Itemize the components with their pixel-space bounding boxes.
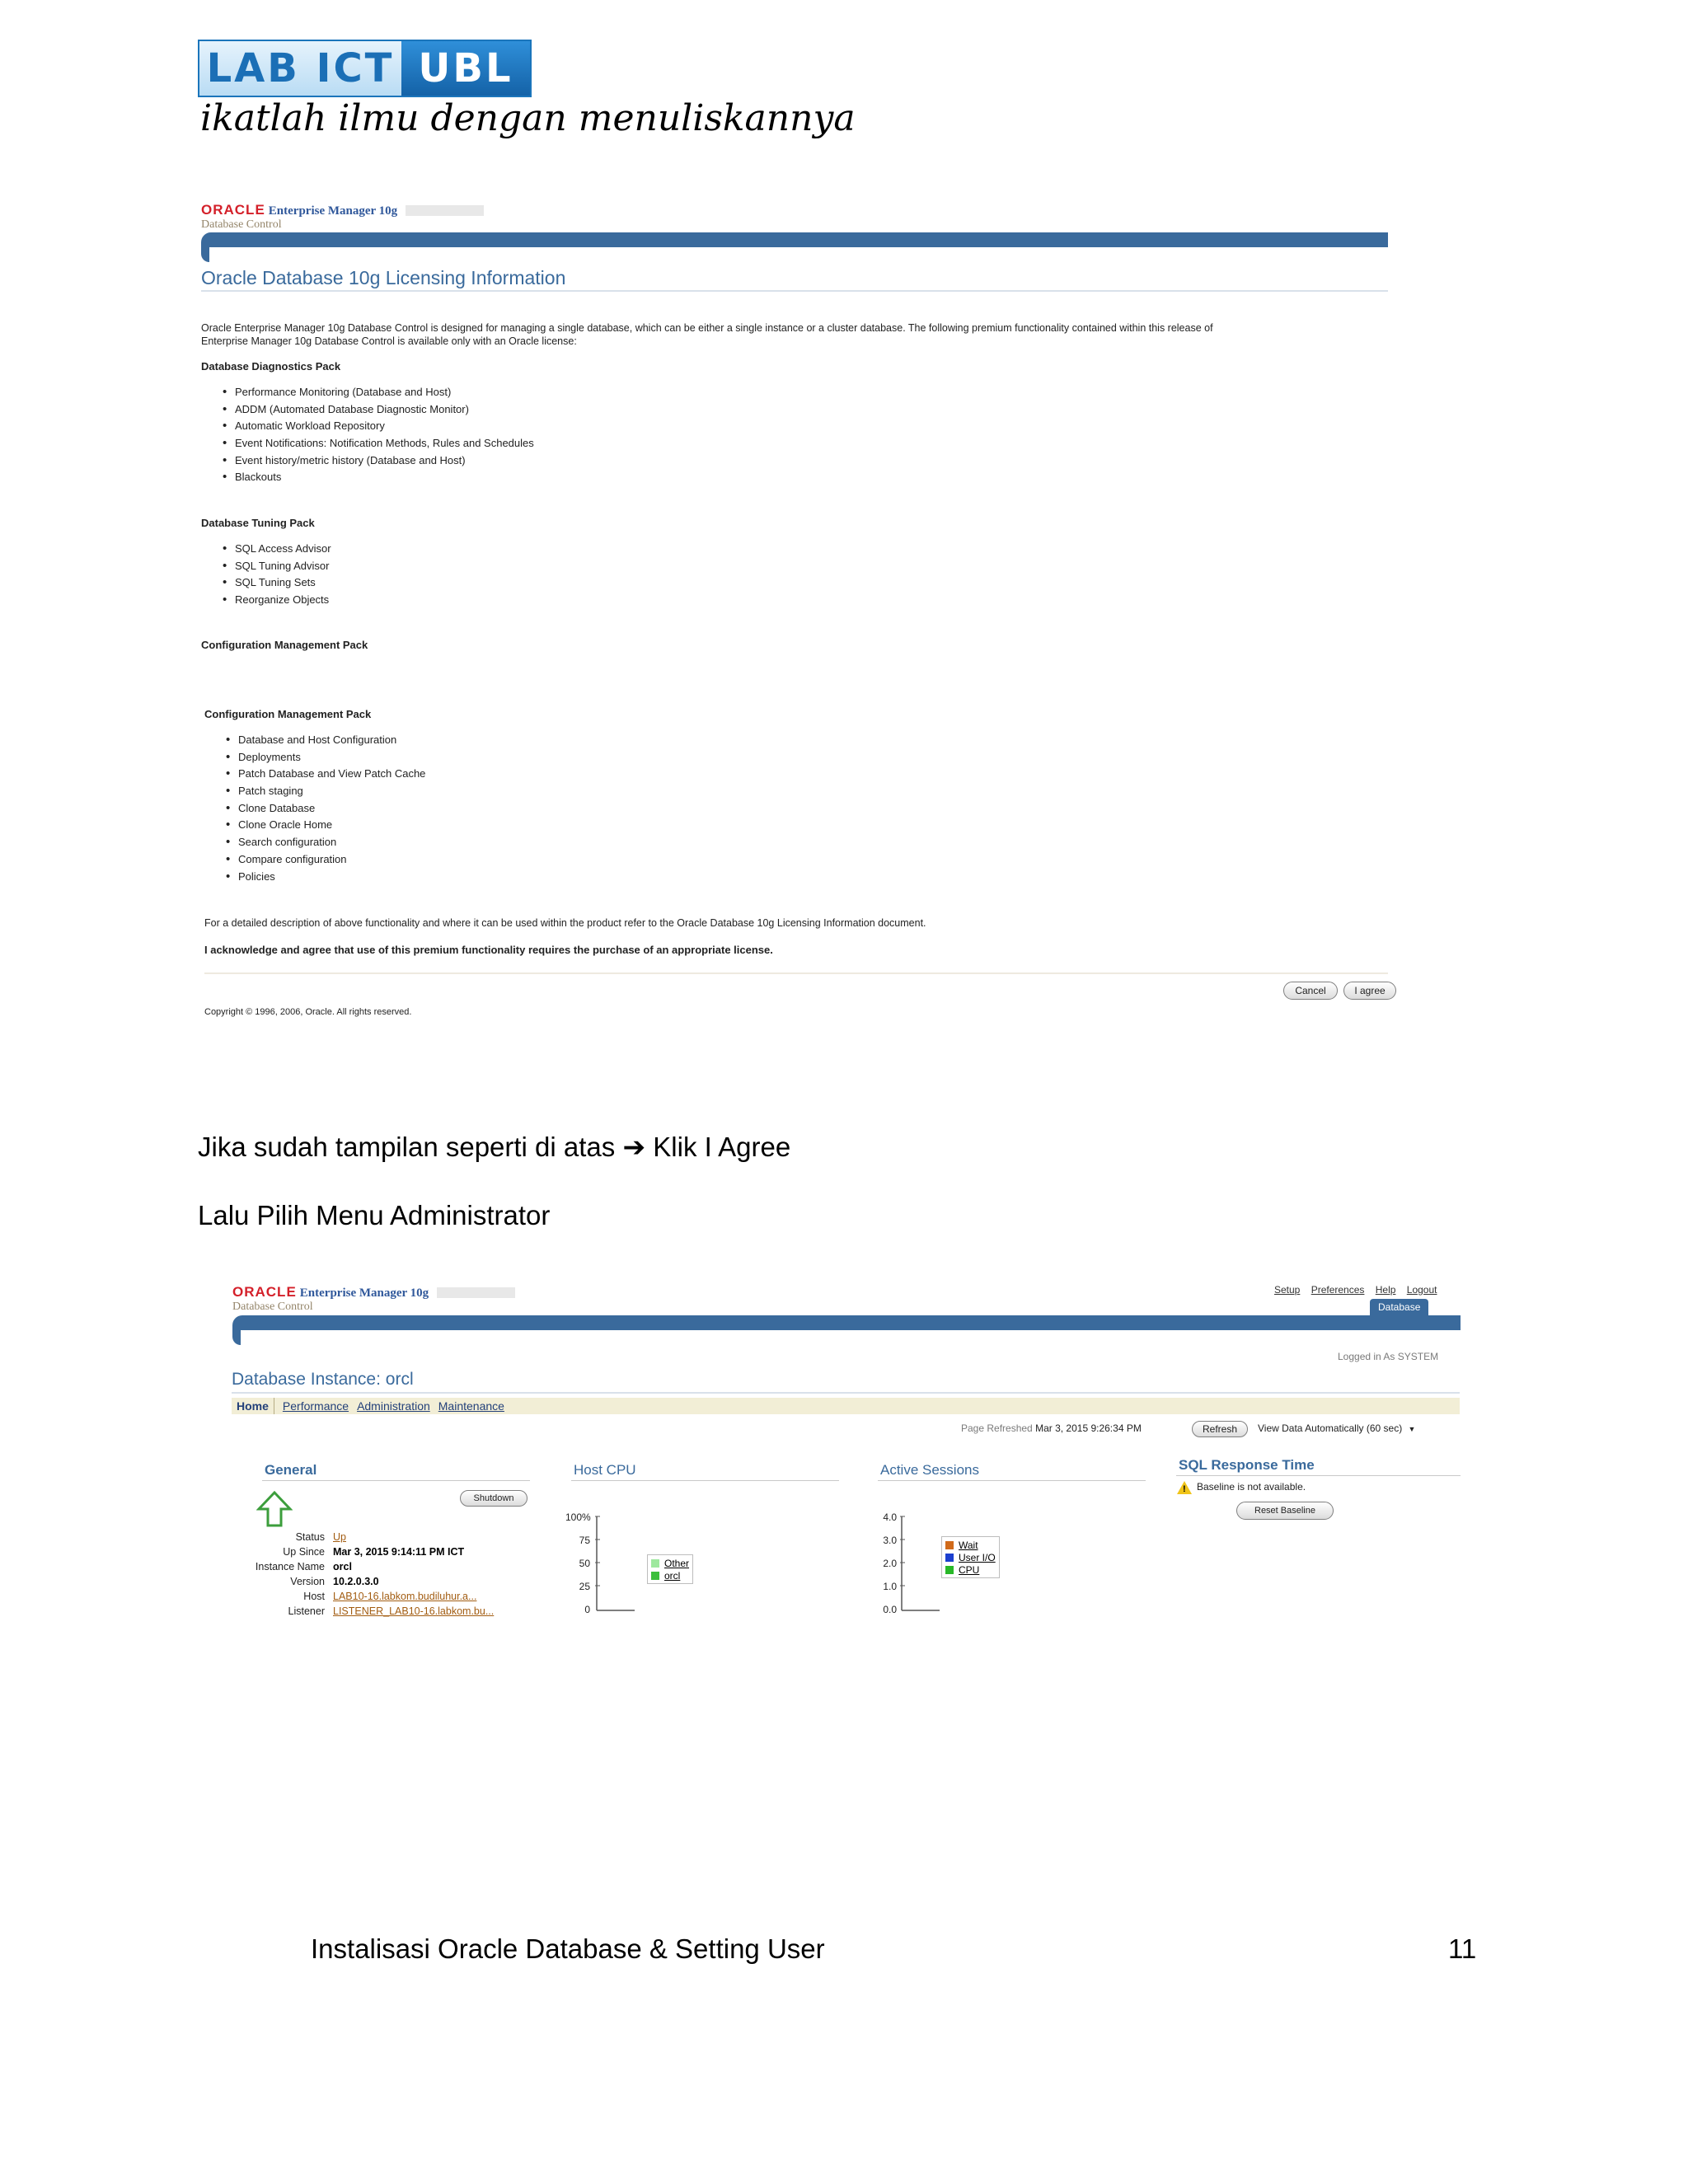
list-item: • Event history/metric history (Database and Host)	[223, 452, 534, 470]
list-item: • Reorganize Objects	[223, 592, 331, 609]
lab-ict-ubl-logo	[198, 40, 532, 97]
legend-item-wait: Wait	[945, 1539, 996, 1551]
instruction-text-before: Jika sudah tampilan seperti di atas	[198, 1132, 616, 1162]
legend-item-other: Other	[651, 1557, 689, 1569]
intro-line-2: Enterprise Manager 10g Database Control is available only with an Oracle license:	[201, 335, 577, 347]
copyright: Copyright © 1996, 2006, Oracle. All rights reserved.	[204, 1007, 412, 1017]
list-item: • Performance Monitoring (Database and Host)	[223, 384, 534, 401]
list-item: • Search configuration	[226, 834, 425, 851]
list-item: • Automatic Workload Repository	[223, 418, 534, 435]
reset-baseline-button[interactable]: Reset Baseline	[1236, 1502, 1334, 1520]
tab-home[interactable]: Home	[232, 1398, 274, 1414]
instruction-text-after: Klik I Agree	[653, 1132, 791, 1162]
global-links	[1266, 1284, 1437, 1296]
tab-maintenance[interactable]: Maintenance	[438, 1399, 504, 1413]
host-cpu-axes	[595, 1515, 636, 1614]
list-item: • Deployments	[226, 749, 425, 766]
host-cpu-legend	[647, 1554, 693, 1584]
list-item: • Patch Database and View Patch Cache	[226, 766, 425, 783]
sessions-tick: 4.0	[883, 1511, 897, 1523]
oracle-brand: ORACLE	[232, 1284, 297, 1300]
database-instance-screenshot	[229, 1279, 1465, 1633]
em-product: Enterprise Manager 10g	[268, 204, 398, 218]
pack-title-config-1: Configuration Management Pack	[201, 639, 368, 651]
setup-link[interactable]: Setup	[1274, 1284, 1301, 1296]
instruction-line-1	[198, 1131, 790, 1163]
cpu-tick: 50	[579, 1558, 590, 1569]
arrow-right-icon: ➔	[622, 1131, 646, 1163]
oracle-em-logo	[232, 1284, 515, 1314]
logo-lab-ict: LAB ICT	[199, 41, 401, 96]
list-item: • Database and Host Configuration	[226, 732, 425, 749]
list-item: • ADDM (Automated Database Diagnostic Monitor)	[223, 401, 534, 419]
list-item: • SQL Tuning Advisor	[223, 558, 331, 575]
warning-icon	[1177, 1481, 1192, 1494]
pack-title-config-2: Configuration Management Pack	[204, 708, 372, 720]
subtabs	[232, 1398, 1460, 1414]
status-value[interactable]: Up	[333, 1531, 346, 1543]
pack-title-tuning: Database Tuning Pack	[201, 517, 315, 529]
host-link[interactable]: LAB10-16.labkom.budiluhur.a...	[333, 1591, 477, 1602]
list-item: • Patch staging	[226, 783, 425, 800]
list-item: • SQL Access Advisor	[223, 541, 331, 558]
intro-line-1: Oracle Enterprise Manager 10g Database Control is designed for managing a single database, which can be either a single instance or a cluster database. The following premium functionality contained within this release of	[201, 322, 1213, 334]
general-details: Status Up Up Since Mar 3, 2015 9:14:11 PM ICT Instance Name orcl Version 10.2.0.3.0 Host LAB10-16.labkom.budiluhur.a... Listener LISTENER_LAB10-16.labkom.bu...	[255, 1531, 495, 1617]
help-link[interactable]: Help	[1375, 1284, 1396, 1296]
up-since-value: Mar 3, 2015 9:14:11 PM ICT	[333, 1546, 465, 1558]
page-title: Oracle Database 10g Licensing Information	[201, 267, 566, 288]
sql-response-title: SQL Response Time	[1179, 1457, 1315, 1473]
preferences-link[interactable]: Preferences	[1311, 1284, 1365, 1296]
instruction-line-2: Lalu Pilih Menu Administrator	[198, 1200, 551, 1230]
tagline: ikatlah ilmu dengan menuliskannya	[200, 97, 856, 139]
cpu-tick: 0	[584, 1604, 590, 1615]
em-product: Enterprise Manager 10g	[299, 1286, 429, 1300]
instance-title: Database Instance: orcl	[232, 1370, 414, 1389]
status-up-arrow-icon	[256, 1490, 293, 1528]
list-item: • Policies	[226, 869, 425, 886]
view-data-select[interactable]	[1258, 1422, 1415, 1436]
shutdown-button[interactable]: Shutdown	[460, 1490, 528, 1507]
cpu-tick: 100%	[565, 1511, 591, 1523]
cpu-tick: 25	[579, 1581, 590, 1592]
listener-link[interactable]: LISTENER_LAB10-16.labkom.bu...	[333, 1605, 495, 1617]
pack-title-diagnostics: Database Diagnostics Pack	[201, 360, 341, 373]
tab-performance[interactable]: Performance	[282, 1399, 349, 1413]
em-header-bar	[232, 1315, 1461, 1330]
tuning-list	[223, 541, 331, 609]
list-item: • Blackouts	[223, 469, 534, 486]
general-title: General	[265, 1462, 317, 1478]
active-sessions-title: Active Sessions	[880, 1462, 979, 1478]
list-item: • Clone Database	[226, 800, 425, 818]
sessions-tick: 0.0	[883, 1604, 897, 1615]
oracle-em-logo	[201, 202, 484, 232]
acknowledge-text: I acknowledge and agree that use of this premium functionality requires the purchase of an appropriate license.	[204, 944, 773, 956]
refresh-time: Mar 3, 2015 9:26:34 PM	[1035, 1422, 1142, 1434]
host-cpu-title: Host CPU	[574, 1462, 636, 1478]
legend-item-orcl: orcl	[651, 1569, 689, 1582]
baseline-note: !Baseline is not available.	[1177, 1480, 1306, 1494]
tab-administration[interactable]: Administration	[357, 1399, 430, 1413]
em-subtitle: Database Control	[201, 218, 282, 231]
detail-note: For a detailed description of above functionality and where it can be used within the product refer to the Oracle Database 10g Licensing Information document.	[204, 917, 926, 929]
list-item: • Clone Oracle Home	[226, 817, 425, 834]
logged-in-as: Logged in As SYSTEM	[1338, 1351, 1439, 1362]
logout-link[interactable]: Logout	[1406, 1284, 1437, 1296]
logo-ubl: UBL	[401, 41, 530, 96]
instance-name-value: orcl	[333, 1561, 352, 1572]
refresh-button[interactable]: Refresh	[1192, 1421, 1248, 1437]
active-sessions-axes	[900, 1515, 941, 1614]
chevron-down-icon: ▼	[1408, 1425, 1416, 1433]
em-header-bar	[201, 232, 1388, 247]
diagnostics-list	[223, 384, 534, 486]
version-value: 10.2.0.3.0	[333, 1576, 379, 1587]
list-item: • SQL Tuning Sets	[223, 574, 331, 592]
cpu-tick: 75	[579, 1535, 590, 1546]
sessions-tick: 3.0	[883, 1535, 897, 1546]
legend-item-user-io: User I/O	[945, 1551, 996, 1563]
licensing-screenshot	[198, 198, 1393, 1017]
refresh-label: Page Refreshed	[961, 1422, 1033, 1434]
list-item: • Compare configuration	[226, 851, 425, 869]
page-number: 11	[1448, 1933, 1477, 1964]
active-sessions-legend	[941, 1536, 1000, 1578]
page-refreshed	[961, 1422, 1142, 1436]
config-list	[226, 732, 425, 885]
cancel-button[interactable]: Cancel	[1283, 982, 1338, 1000]
em-subtitle: Database Control	[232, 1301, 313, 1313]
legend-item-cpu: CPU	[945, 1563, 996, 1576]
view-data-value: View Data Automatically (60 sec)	[1258, 1422, 1403, 1434]
list-item: • Event Notifications: Notification Methods, Rules and Schedules	[223, 435, 534, 452]
sessions-tick: 2.0	[883, 1558, 897, 1569]
database-tab[interactable]: Database	[1370, 1299, 1428, 1315]
oracle-brand: ORACLE	[201, 202, 265, 218]
sessions-tick: 1.0	[883, 1581, 897, 1592]
i-agree-button[interactable]: I agree	[1343, 982, 1396, 1000]
footer-title: Instalisasi Oracle Database & Setting User	[311, 1933, 825, 1964]
